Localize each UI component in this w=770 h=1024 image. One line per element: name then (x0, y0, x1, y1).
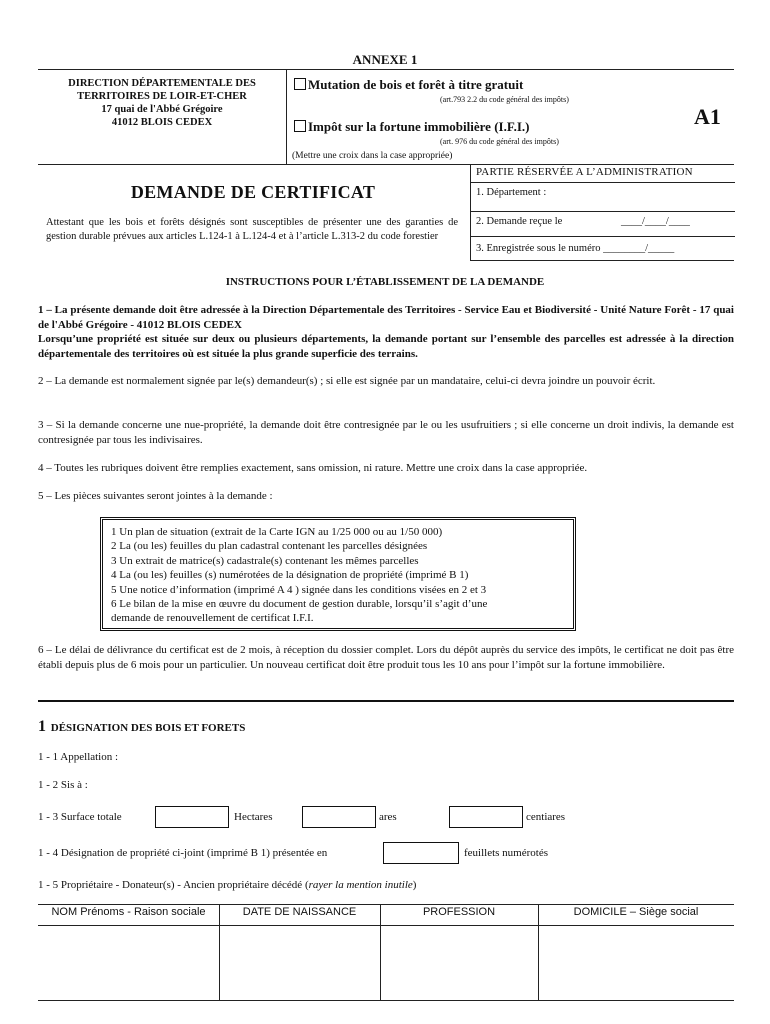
appellation-label: 1 - 1 Appellation : (38, 751, 119, 763)
instructions-title: INSTRUCTIONS POUR L’ÉTABLISSEMENT DE LA DEMANDE (225, 276, 545, 288)
centiares-unit: centiares (526, 811, 566, 823)
table-bottom-rule (38, 1000, 734, 1001)
col-header-nom: NOM Prénoms - Raison sociale (51, 906, 206, 918)
owner-profession-cell[interactable] (381, 926, 537, 999)
table-top-rule (38, 904, 734, 905)
piece-item: 1 Un plan de situation (extrait de la Carte IGN au 1/25 000 ou au 1/50 000) (111, 526, 443, 538)
piece-item: demande de renouvellement de certificat I.F.I. (111, 612, 314, 625)
instruction-1b: Lorsqu’une propriété est située sur deux ou plusieurs départements, la demande portant sur l’ensemble des parcelles est adressée à la direction départementale des territoires où est située la plus grande superficie des terrains. (38, 333, 734, 360)
col-header-profession: PROFESSION (422, 906, 496, 918)
instruction-6: 6 – Le délai de délivrance du certificat est de 2 mois, à réception du dossier complet. Lors du dépôt auprès du service des impôts, le certificat ne doit pas être établi depuis plus de 6 mois pour un particulier. Un nouveau certificat doit être produit tous les 10 ans pour l’impôt sur la fortune immobilière. (38, 644, 734, 671)
col-header-naissance: DATE DE NAISSANCE (242, 906, 357, 918)
owner-birthdate-cell[interactable] (220, 926, 379, 999)
surface-label: 1 - 3 Surface totale (38, 811, 122, 823)
instruction-4: 4 – Toutes les rubriques doivent être remplies exactement, sans omission, ni rature. Mettre une croix dans la case appropriée. (38, 462, 588, 474)
piece-item: 3 Un extrait de matrice(s) cadastrale(s) contenant les mêmes parcelles (111, 554, 419, 567)
admin-received-label: 2. Demande reçue le (476, 216, 563, 227)
piece-item: 5 Une notice d’information (imprimé A 4 ) signée dans les conditions visées en 2 et 3 (111, 583, 487, 596)
admin-registered: 3. Enregistrée sous le numéro ________/_____ (476, 243, 675, 254)
mutation-checkbox[interactable] (294, 78, 306, 90)
direction-address: DIRECTION DÉPARTEMENTALE DES TERRITOIRES DE LOIR-ET-CHER 17 quai de l'Abbé Grégoire 41012 BLOIS CEDEX (68, 78, 256, 128)
ares-input[interactable] (302, 806, 376, 828)
section-separator (38, 700, 734, 702)
instruction-1a: 1 – La présente demande doit être adressée à la Direction Départementale des Territoires - Service Eau et Biodiversité - Unité Nature Forêt - 17 quai de l'Abbé Grégoire - 41012 BLOIS CEDEX (38, 304, 734, 331)
certificate-title: DEMANDE DE CERTIFICAT (130, 182, 376, 202)
option-ifi[interactable]: Impôt sur la fortune immobilière (I.F.I.) (294, 119, 529, 135)
centiares-input[interactable] (449, 806, 523, 828)
pieces-box (100, 517, 576, 631)
ares-unit: ares (379, 811, 397, 823)
instruction-3: 3 – Si la demande concerne une nue-propriété, la demande doit être contresignée par le ou les usufruitiers ; si elle concerne un droit indivis, la demande est contresignée par tous les indivisaires. (38, 419, 734, 446)
feuillets-input[interactable] (383, 842, 459, 864)
piece-item: 2 La (ou les) feuilles du plan cadastral contenant les parcelles désignées (111, 540, 428, 553)
hectares-unit: Hectares (234, 811, 273, 823)
ifi-checkbox[interactable] (294, 120, 306, 132)
feuillets-label: feuillets numérotés (464, 847, 549, 859)
option-ifi-ref: (art. 976 du code général des impôts) (440, 137, 559, 146)
section1-heading: 1 DÉSIGNATION DES BOIS ET FORETS (38, 718, 246, 735)
piece-item: 4 La (ou les) feuilles (s) numérotées de la désignation de propriété (imprimé B 1) (111, 569, 469, 582)
owner-name-cell[interactable] (39, 926, 218, 999)
proprietaire-label: 1 - 5 Propriétaire - Donateur(s) - Ancien propriétaire décédé (rayer la mention inutile) (38, 879, 417, 891)
option-note: (Mettre une croix dans la case appropriée) (292, 151, 453, 161)
header-top-rule (38, 69, 734, 70)
certificate-description: Attestant que les bois et forêts désignés sont susceptibles de présenter une des garanties de gestion durable prévues aux articles L.124-1 à L.124-4 et à l’article L.313-2 du code forestier (46, 217, 458, 242)
col-header-domicile: DOMICILE – Siège social (573, 906, 699, 918)
header-divider (286, 69, 287, 164)
option-mutation-ref: (art.793 2.2 du code général des impôts) (440, 95, 569, 104)
hectares-input[interactable] (155, 806, 229, 828)
piece-item: 6 Le bilan de la mise en œuvre du document de gestion durable, lorsqu’il s’agit d’une (111, 598, 488, 611)
admin-heading: PARTIE RÉSERVÉE A L’ADMINISTRATION (476, 166, 693, 178)
designation-label: 1 - 4 Désignation de propriété ci-joint (imprimé B 1) présentée en (38, 847, 328, 859)
admin-received-date[interactable]: ____/____/____ (621, 216, 690, 227)
owner-domicile-cell[interactable] (539, 926, 734, 999)
situe-label: 1 - 2 Sis à : (38, 779, 88, 791)
form-code: A1 (694, 104, 721, 129)
instruction-5: 5 – Les pièces suivantes seront jointes à la demande : (38, 490, 273, 502)
option-mutation[interactable]: Mutation de bois et forêt à titre gratuit (294, 77, 523, 93)
annex-title: ANNEXE 1 (352, 52, 418, 67)
admin-department: 1. Département : (476, 187, 547, 198)
admin-box (470, 164, 734, 261)
instruction-2: 2 – La demande est normalement signée par le(s) demandeur(s) ; si elle est signée par un mandataire, celui-ci devra joindre un pouvoir écrit. (38, 375, 656, 387)
